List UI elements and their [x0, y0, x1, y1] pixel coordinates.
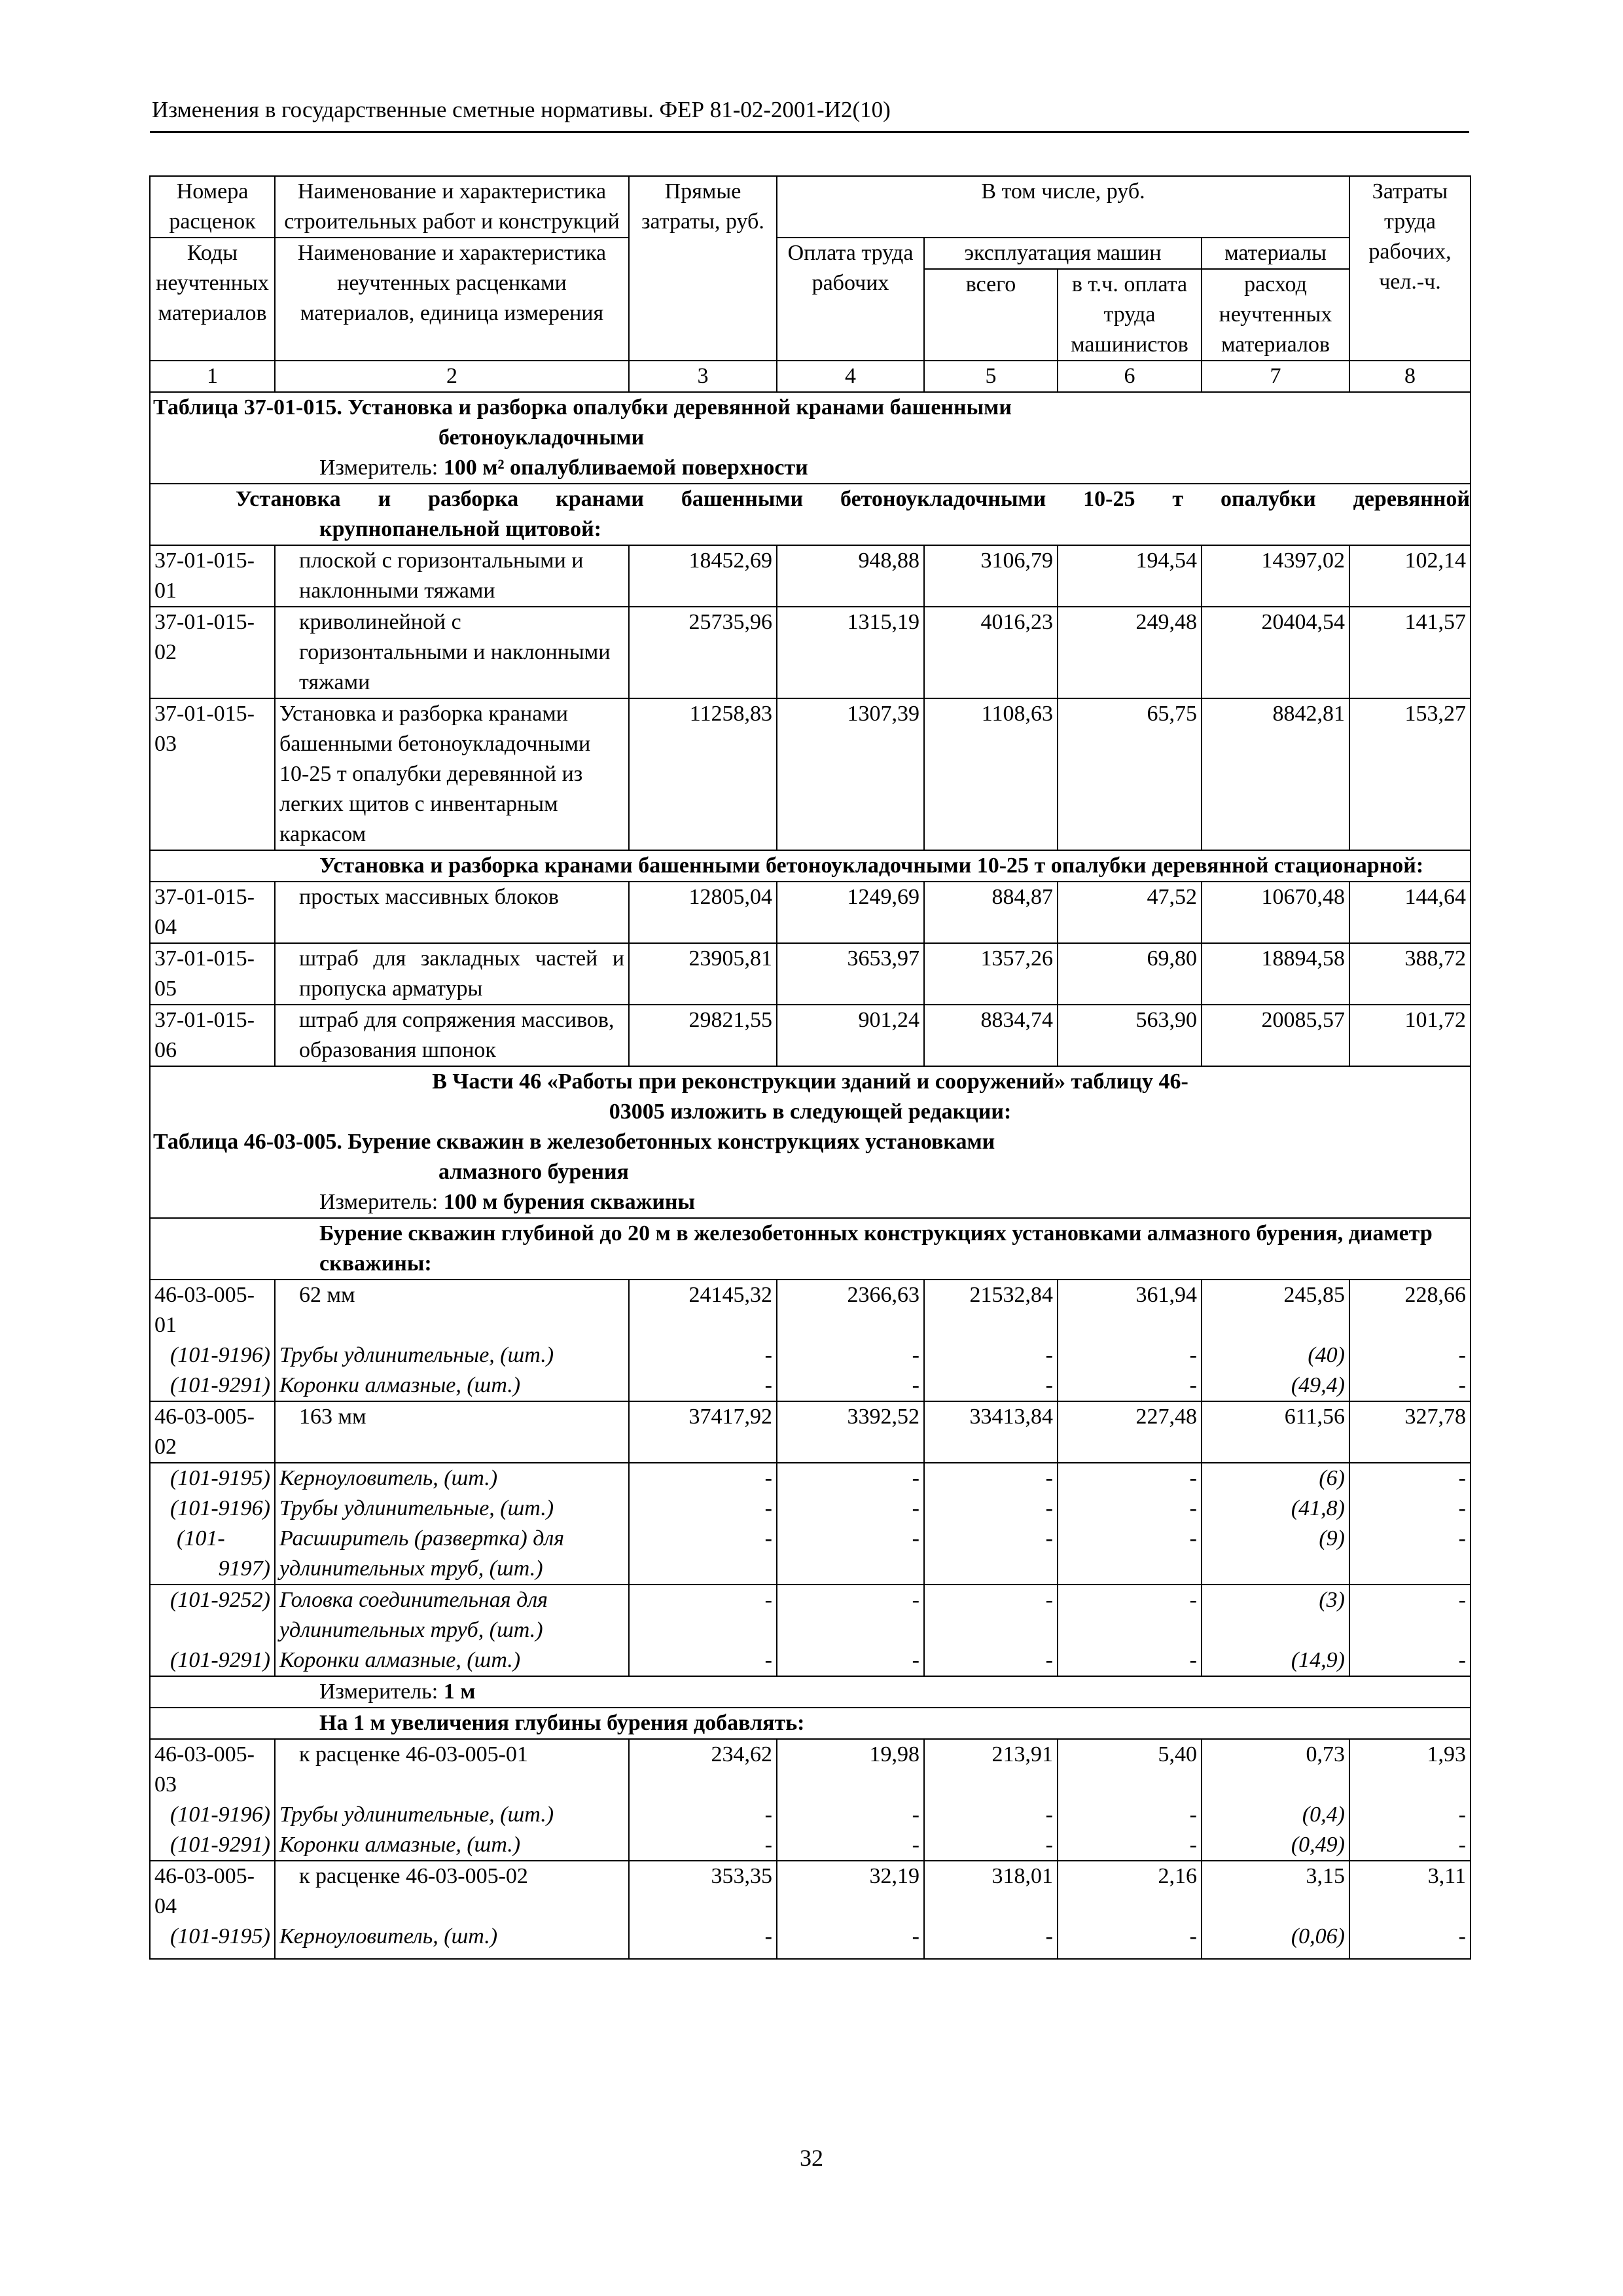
materials: 8842,81 [1202, 698, 1349, 850]
machines-total: 318,01 [924, 1861, 1058, 1922]
material-row [150, 1494, 1471, 1524]
group-heading: На 1 м увеличения глубины бурения добавлять: [150, 1708, 1471, 1739]
direct-costs: 24145,32 [629, 1280, 777, 1340]
labor-hours: - [1349, 1371, 1471, 1401]
meter-row [150, 1187, 1471, 1218]
table-row [150, 943, 1471, 1005]
rate-code: 37-01-015-02 [150, 607, 275, 698]
table-row [150, 607, 1471, 698]
column-number: 5 [924, 361, 1058, 392]
table-row [150, 1280, 1471, 1340]
worker-wages: - [777, 1371, 924, 1401]
labor-hours: 101,72 [1349, 1005, 1471, 1066]
worker-wages: 1315,19 [777, 607, 924, 698]
material-name: Керноуловитель, (шт.) [275, 1922, 629, 1959]
material-row [150, 1800, 1471, 1830]
labor-hours: 1,93 [1349, 1739, 1471, 1800]
header-rule [150, 131, 1469, 133]
material-name: Трубы удлинительные, (шт.) [275, 1340, 629, 1371]
group-row [150, 1708, 1471, 1739]
labor-hours: 153,27 [1349, 698, 1471, 850]
machines-total: - [924, 1340, 1058, 1371]
material-code: (101-9195) [150, 1463, 275, 1494]
labor-hours: - [1349, 1494, 1471, 1524]
material-row [150, 1830, 1471, 1861]
material-name: Трубы удлинительные, (шт.) [275, 1800, 629, 1830]
rate-code: 37-01-015-03 [150, 698, 275, 850]
material-row [150, 1371, 1471, 1401]
material-consumption: (6) [1202, 1463, 1349, 1494]
rate-code: 37-01-015-04 [150, 882, 275, 943]
group-row [150, 1218, 1471, 1280]
column-number: 3 [629, 361, 777, 392]
labor-hours: 228,66 [1349, 1280, 1471, 1340]
material-code: (101-9291) [150, 1830, 275, 1861]
rate-code: 37-01-015-06 [150, 1005, 275, 1066]
machines-total: - [924, 1585, 1058, 1645]
material-consumption: (0,49) [1202, 1830, 1349, 1861]
materials: 10670,48 [1202, 882, 1349, 943]
part-title-row [150, 1066, 1471, 1127]
worker-wages: 901,24 [777, 1005, 924, 1066]
column-number: 1 [150, 361, 275, 392]
direct-costs: 12805,04 [629, 882, 777, 943]
material-code: (101-9195) [150, 1922, 275, 1959]
material-row [150, 1585, 1471, 1645]
table-row [150, 545, 1471, 607]
labor-hours: 327,78 [1349, 1401, 1471, 1463]
direct-costs: 37417,92 [629, 1401, 777, 1463]
machines-total: - [924, 1800, 1058, 1830]
direct-costs: - [629, 1830, 777, 1861]
rate-code: 46-03-005-01 [150, 1280, 275, 1340]
material-consumption: (49,4) [1202, 1371, 1349, 1401]
machines-total: - [924, 1371, 1058, 1401]
machines-total: 1357,26 [924, 943, 1058, 1005]
col-group-including: В том числе, руб. [777, 176, 1349, 238]
group-heading: Установка и разборка кранами башенными бетоноукладочными 10-25 т опалубки деревянной крупнопанельной щитовой: [150, 484, 1471, 545]
work-name: 62 мм [275, 1280, 629, 1340]
group-row [150, 850, 1471, 882]
material-consumption: (41,8) [1202, 1494, 1349, 1524]
direct-costs: 11258,83 [629, 698, 777, 850]
machines-total: 4016,23 [924, 607, 1058, 698]
work-name: к расценке 46-03-005-02 [275, 1861, 629, 1922]
group-heading: Установка и разборка кранами башенными бетоноукладочными 10-25 т опалубки деревянной стационарной: [150, 850, 1471, 882]
estimate-table [149, 175, 1471, 1960]
material-code: (101-9252) [150, 1585, 275, 1645]
worker-wages: - [777, 1340, 924, 1371]
machinist-wages: - [1058, 1463, 1202, 1494]
material-consumption: (14,9) [1202, 1645, 1349, 1676]
group-heading: Бурение скважин глубиной до 20 м в железобетонных конструкциях установками алмазного бурения, диаметр скважины: [150, 1218, 1471, 1280]
work-name: штраб для закладных частей и пропуска арматуры [275, 943, 629, 1005]
material-row [150, 1524, 1471, 1585]
machines-total: - [924, 1922, 1058, 1959]
work-name: простых массивных блоков [275, 882, 629, 943]
table-title-row [150, 1127, 1471, 1187]
machinist-wages: - [1058, 1645, 1202, 1676]
rate-code: 46-03-005-02 [150, 1401, 275, 1463]
labor-hours: - [1349, 1524, 1471, 1585]
material-row [150, 1645, 1471, 1676]
machinist-wages: - [1058, 1340, 1202, 1371]
materials: 18894,58 [1202, 943, 1349, 1005]
col-material-codes: Коды неучтенных материалов [150, 238, 275, 361]
worker-wages: 948,88 [777, 545, 924, 607]
machines-total: 21532,84 [924, 1280, 1058, 1340]
machines-total: 884,87 [924, 882, 1058, 943]
worker-wages: - [777, 1524, 924, 1585]
machinist-wages: - [1058, 1585, 1202, 1645]
column-number: 6 [1058, 361, 1202, 392]
materials: 0,73 [1202, 1739, 1349, 1800]
direct-costs: - [629, 1922, 777, 1959]
material-name: Расширитель (развертка) для удлинительных труб, (шт.) [275, 1524, 629, 1585]
material-code: (101-9291) [150, 1645, 275, 1676]
labor-hours: - [1349, 1830, 1471, 1861]
meter-label: Измеритель: 1 м [150, 1676, 1471, 1708]
worker-wages: 1307,39 [777, 698, 924, 850]
group-row [150, 484, 1471, 545]
column-number: 8 [1349, 361, 1471, 392]
material-name: Трубы удлинительные, (шт.) [275, 1494, 629, 1524]
machinist-wages: 69,80 [1058, 943, 1202, 1005]
table-title-row [150, 392, 1471, 453]
machinist-wages: - [1058, 1800, 1202, 1830]
material-code: (101-9196) [150, 1340, 275, 1371]
direct-costs: - [629, 1371, 777, 1401]
meter-label: Измеритель: 100 м бурения скважины [150, 1187, 1471, 1218]
worker-wages: 1249,69 [777, 882, 924, 943]
labor-hours: - [1349, 1585, 1471, 1645]
materials: 20404,54 [1202, 607, 1349, 698]
machinist-wages: 361,94 [1058, 1280, 1202, 1340]
meter-row [150, 1676, 1471, 1708]
col-direct-costs: Прямые затраты, руб. [629, 176, 777, 361]
table-row [150, 882, 1471, 943]
material-name: Коронки алмазные, (шт.) [275, 1371, 629, 1401]
direct-costs: 29821,55 [629, 1005, 777, 1066]
materials: 245,85 [1202, 1280, 1349, 1340]
col-group-materials: материалы [1202, 238, 1349, 269]
table-title: Таблица 46-03-005. Бурение скважин в железобетонных конструкциях установками алмазного бурения [150, 1127, 1471, 1187]
machines-total: 213,91 [924, 1739, 1058, 1800]
machinist-wages: 194,54 [1058, 545, 1202, 607]
labor-hours: - [1349, 1800, 1471, 1830]
labor-hours: - [1349, 1463, 1471, 1494]
material-code: (101-9197) [150, 1524, 275, 1585]
machines-total: 33413,84 [924, 1401, 1058, 1463]
direct-costs: - [629, 1645, 777, 1676]
worker-wages: - [777, 1830, 924, 1861]
work-name: к расценке 46-03-005-01 [275, 1739, 629, 1800]
column-number: 7 [1202, 361, 1349, 392]
materials: 611,56 [1202, 1401, 1349, 1463]
machinist-wages: - [1058, 1371, 1202, 1401]
labor-hours: - [1349, 1922, 1471, 1959]
machines-total: - [924, 1830, 1058, 1861]
material-consumption: (9) [1202, 1524, 1349, 1585]
direct-costs: - [629, 1585, 777, 1645]
work-name: плоской с горизонтальными и наклонными тяжами [275, 545, 629, 607]
material-name: Коронки алмазные, (шт.) [275, 1830, 629, 1861]
direct-costs: 25735,96 [629, 607, 777, 698]
col-material-name: Наименование и характеристика неучтенных расценками материалов, единица измерения [275, 238, 629, 361]
machinist-wages: 227,48 [1058, 1401, 1202, 1463]
labor-hours: 3,11 [1349, 1861, 1471, 1922]
worker-wages: 19,98 [777, 1739, 924, 1800]
col-group-machines: эксплуатация машин [924, 238, 1202, 269]
worker-wages: - [777, 1922, 924, 1959]
machines-total: - [924, 1524, 1058, 1585]
direct-costs: - [629, 1340, 777, 1371]
rate-code: 37-01-015-01 [150, 545, 275, 607]
direct-costs: 234,62 [629, 1739, 777, 1800]
table-row [150, 1861, 1471, 1922]
worker-wages: 3392,52 [777, 1401, 924, 1463]
direct-costs: - [629, 1494, 777, 1524]
machinist-wages: 2,16 [1058, 1861, 1202, 1922]
machinist-wages: - [1058, 1524, 1202, 1585]
materials: 20085,57 [1202, 1005, 1349, 1066]
material-name: Коронки алмазные, (шт.) [275, 1645, 629, 1676]
page-number: 32 [800, 2145, 823, 2171]
col-machinist-wages: в т.ч. оплата труда машинистов [1058, 269, 1202, 361]
col-materials-use: расход неучтенных материалов [1202, 269, 1349, 361]
col-rate-numbers: Номера расценок [150, 176, 275, 238]
header-row [150, 176, 1471, 238]
col-machines-total: всего [924, 269, 1058, 361]
column-number-row [150, 361, 1471, 392]
machines-total: - [924, 1645, 1058, 1676]
rate-code: 46-03-005-03 [150, 1739, 275, 1800]
material-code: (101-9196) [150, 1494, 275, 1524]
material-name: Керноуловитель, (шт.) [275, 1463, 629, 1494]
meter-row [150, 453, 1471, 484]
rate-code: 46-03-005-04 [150, 1861, 275, 1922]
running-header: Изменения в государственные сметные нормативы. ФЕР 81-02-2001-И2(10) [152, 97, 891, 122]
direct-costs: 18452,69 [629, 545, 777, 607]
labor-hours: 144,64 [1349, 882, 1471, 943]
worker-wages: - [777, 1800, 924, 1830]
material-code: (101-9291) [150, 1371, 275, 1401]
machinist-wages: - [1058, 1830, 1202, 1861]
material-row [150, 1922, 1471, 1959]
column-number: 2 [275, 361, 629, 392]
labor-hours: 141,57 [1349, 607, 1471, 698]
worker-wages: - [777, 1463, 924, 1494]
worker-wages: 3653,97 [777, 943, 924, 1005]
work-name: штраб для сопряжения массивов, образования шпонок [275, 1005, 629, 1066]
col-worker-wages: Оплата труда рабочих [777, 238, 924, 361]
table-row [150, 1401, 1471, 1463]
worker-wages: - [777, 1494, 924, 1524]
meter-label: Измеритель: 100 м² опалубливаемой поверхности [150, 453, 1471, 484]
machinist-wages: 47,52 [1058, 882, 1202, 943]
work-name: криволинейной с горизонтальными и наклонными тяжами [275, 607, 629, 698]
direct-costs: 353,35 [629, 1861, 777, 1922]
table-row [150, 1005, 1471, 1066]
machinist-wages: - [1058, 1494, 1202, 1524]
col-labor-hours: Затраты труда рабочих, чел.-ч. [1349, 176, 1471, 361]
materials: 14397,02 [1202, 545, 1349, 607]
machines-total: - [924, 1463, 1058, 1494]
material-name: Головка соединительная для удлинительных труб, (шт.) [275, 1585, 629, 1645]
rate-code: 37-01-015-05 [150, 943, 275, 1005]
worker-wages: 32,19 [777, 1861, 924, 1922]
col-work-name: Наименование и характеристика строительных работ и конструкций [275, 176, 629, 238]
machinist-wages: 65,75 [1058, 698, 1202, 850]
material-consumption: (3) [1202, 1585, 1349, 1645]
machinist-wages: 249,48 [1058, 607, 1202, 698]
material-row [150, 1340, 1471, 1371]
table-row [150, 698, 1471, 850]
material-consumption: (0,4) [1202, 1800, 1349, 1830]
labor-hours: - [1349, 1340, 1471, 1371]
machinist-wages: 5,40 [1058, 1739, 1202, 1800]
material-code: (101-9196) [150, 1800, 275, 1830]
material-consumption: (0,06) [1202, 1922, 1349, 1959]
table-title: Таблица 37-01-015. Установка и разборка опалубки деревянной кранами башенными бетоноукладочными [150, 392, 1471, 453]
labor-hours: - [1349, 1645, 1471, 1676]
part-heading: В Части 46 «Работы при реконструкции зданий и сооружений» таблицу 46- 03005 изложить в следующей редакции: [150, 1066, 1471, 1127]
direct-costs: - [629, 1463, 777, 1494]
table-row [150, 1739, 1471, 1800]
worker-wages: 2366,63 [777, 1280, 924, 1340]
worker-wages: - [777, 1585, 924, 1645]
machinist-wages: 563,90 [1058, 1005, 1202, 1066]
machines-total: 8834,74 [924, 1005, 1058, 1066]
column-number: 4 [777, 361, 924, 392]
direct-costs: - [629, 1800, 777, 1830]
machines-total: - [924, 1494, 1058, 1524]
direct-costs: 23905,81 [629, 943, 777, 1005]
machines-total: 3106,79 [924, 545, 1058, 607]
worker-wages: - [777, 1645, 924, 1676]
labor-hours: 388,72 [1349, 943, 1471, 1005]
labor-hours: 102,14 [1349, 545, 1471, 607]
materials: 3,15 [1202, 1861, 1349, 1922]
work-name: 163 мм [275, 1401, 629, 1463]
header-row [150, 238, 1471, 269]
direct-costs: - [629, 1524, 777, 1585]
machinist-wages: - [1058, 1922, 1202, 1959]
material-row [150, 1463, 1471, 1494]
material-consumption: (40) [1202, 1340, 1349, 1371]
machines-total: 1108,63 [924, 698, 1058, 850]
work-name: Установка и разборка кранами башенными бетоноукладочными 10-25 т опалубки деревянной из легких щитов с инвентарным каркасом [275, 698, 629, 850]
